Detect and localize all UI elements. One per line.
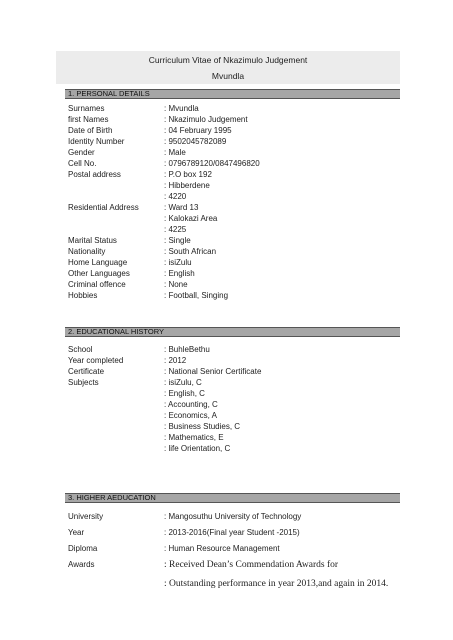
section-higher-education: 3. HIGHER AEDUCATION	[65, 493, 400, 503]
field-value: : Single	[164, 236, 191, 246]
field-label: Cell No.	[68, 159, 97, 168]
field-label: Year	[68, 528, 85, 537]
field-value: : Outstanding performance in year 2013,and again in 2014.	[164, 579, 388, 589]
field-label: Gender	[68, 148, 95, 157]
field-label: School	[68, 345, 93, 354]
field-label: Date of Birth	[68, 126, 113, 135]
field-value: : None	[164, 280, 188, 290]
field-value: : Male	[164, 148, 186, 158]
field-value: : isiZulu, C	[164, 378, 202, 388]
document-title-surname: Mvundla	[211, 71, 245, 81]
field-label: Subjects	[68, 378, 99, 387]
field-label: first Names	[68, 115, 109, 124]
field-value: : Human Resource Management	[164, 544, 280, 554]
field-value: : Ward 13	[164, 203, 198, 213]
field-label: Nationality	[68, 247, 106, 256]
field-value: : 0796789120/0847496820	[164, 159, 260, 169]
field-value: : BuhleBethu	[164, 345, 210, 355]
field-value: : 4225	[164, 225, 186, 235]
field-value: : Business Studies, C	[164, 422, 240, 432]
document-title-box	[56, 51, 400, 84]
field-value: : Mathematics, E	[164, 433, 224, 443]
field-label: Hobbies	[68, 291, 98, 300]
document-title: Curriculum Vitae of Nkazimulo Judgement	[148, 55, 308, 65]
field-value: : National Senior Certificate	[164, 367, 261, 377]
field-value: : 04 February 1995	[164, 126, 232, 136]
field-label: Certificate	[68, 367, 105, 376]
field-value: : Mangosuthu University of Technology	[164, 512, 301, 522]
field-label: Marital Status	[68, 236, 117, 245]
field-label: Surnames	[68, 104, 105, 113]
field-value: : Economics, A	[164, 411, 217, 421]
field-label: Criminal offence	[68, 280, 126, 289]
field-value: : Accounting, C	[164, 400, 218, 410]
field-value: : life Orientation, C	[164, 444, 230, 454]
field-value: : 2013-2016(Final year Student -2015)	[164, 528, 300, 538]
field-value: : P.O box 192	[164, 170, 212, 180]
field-value: : Mvundla	[164, 104, 199, 114]
field-value: : English	[164, 269, 195, 279]
field-label: Home Language	[68, 258, 128, 267]
field-value: : Kalokazi Area	[164, 214, 217, 224]
section-educational-history: 2. EDUCATIONAL HISTORY	[65, 327, 400, 337]
field-label: Residential Address	[68, 203, 139, 212]
field-value: : English, C	[164, 389, 205, 399]
field-value: : Received Dean’s Commendation Awards for	[164, 560, 338, 570]
field-value: : Football, Singing	[164, 291, 228, 301]
field-value: : 9502045782089	[164, 137, 226, 147]
field-value: : Nkazimulo Judgement	[164, 115, 248, 125]
field-value: : 2012	[164, 356, 186, 366]
field-value: : 4220	[164, 192, 186, 202]
field-label: Identity Number	[68, 137, 125, 146]
section-personal-details: 1. PERSONAL DETAILS	[65, 89, 400, 99]
field-label: Awards	[68, 560, 95, 569]
field-label: University	[68, 512, 104, 521]
field-value: : South African	[164, 247, 216, 257]
field-label: Other Languages	[68, 269, 130, 278]
field-label: Year completed	[68, 356, 124, 365]
field-value: : isiZulu	[164, 258, 192, 268]
field-value: : Hibberdene	[164, 181, 210, 191]
field-label: Diploma	[68, 544, 98, 553]
field-label: Postal address	[68, 170, 121, 179]
